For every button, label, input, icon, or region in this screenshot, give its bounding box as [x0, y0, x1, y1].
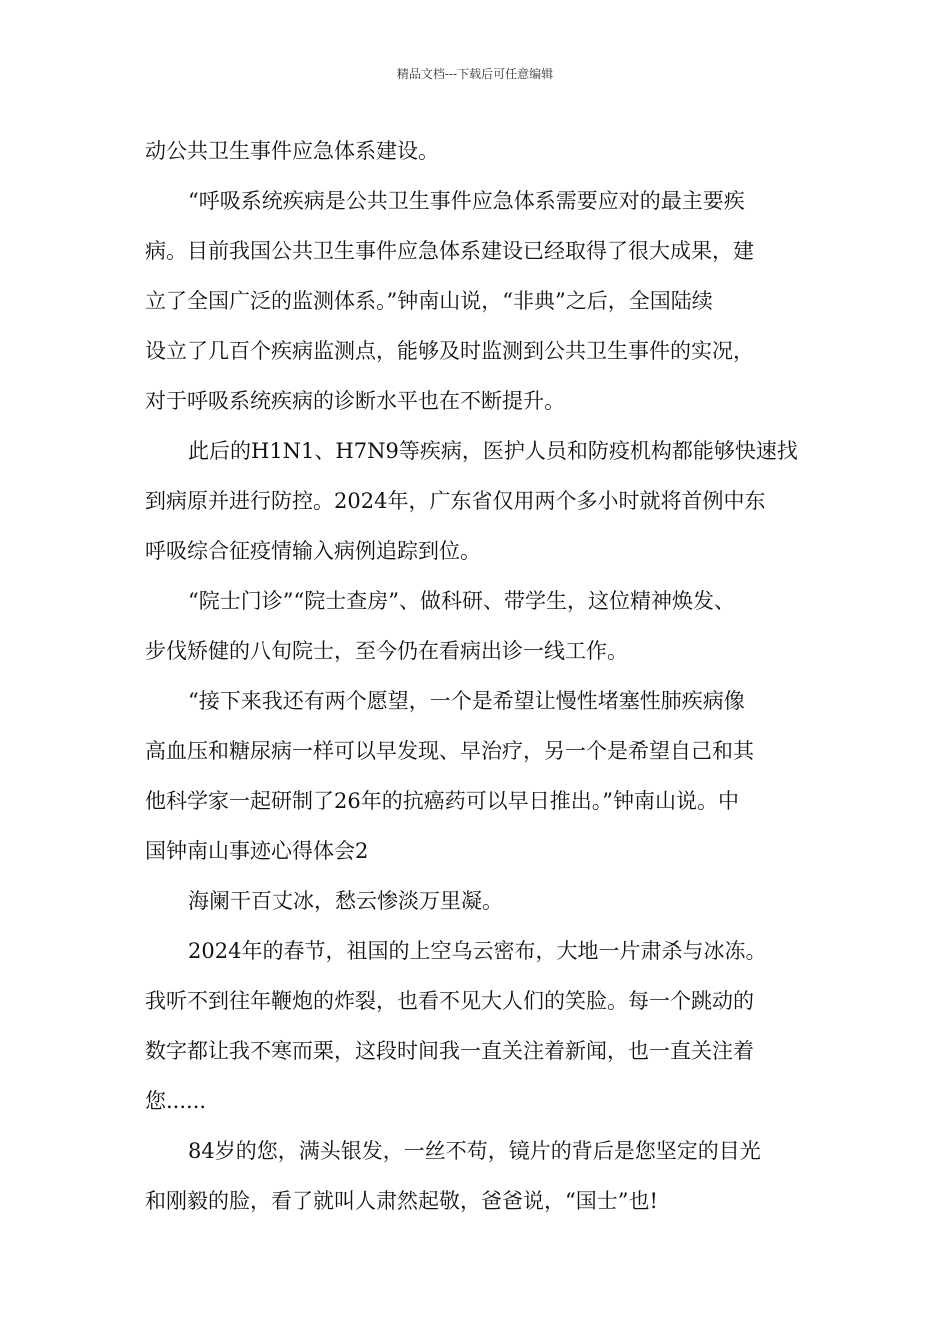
text-line: 设立了几百个疾病监测点，能够及时监测到公共卫生事件的实况，: [145, 339, 754, 363]
text-line: “呼吸系统疾病是公共卫生事件应急体系需要应对的最主要疾: [188, 189, 745, 213]
text-line: 对于呼吸系统疾病的诊断水平也在不断提升。: [145, 389, 565, 413]
text-line: 数字都让我不寒而栗，这段时间我一直关注着新闻，也一直关注着: [145, 1039, 754, 1063]
text-line: 步伐矫健的八旬院士，至今仍在看病出诊一线工作。: [145, 639, 628, 663]
text-line: 到病原并进行防控。2024年，广东省仅用两个多小时就将首例中东: [145, 489, 766, 513]
text-line: 病。目前我国公共卫生事件应急体系建设已经取得了很大成果，建: [145, 239, 754, 263]
text-line: 海阑干百丈冰，愁云惨淡万里凝。: [188, 889, 503, 913]
text-line: 和刚毅的脸，看了就叫人肃然起敬，爸爸说，“国士”也!: [145, 1189, 658, 1213]
text-line: 2024年的春节，祖国的上空乌云密布，大地一片肃杀与冰冻。: [188, 939, 767, 963]
text-line: “院士门诊”“院士查房”、做科研、带学生，这位精神焕发、: [188, 589, 735, 613]
text-line: 他科学家一起研制了26年的抗癌药可以早日推出。”钟南山说。中: [145, 789, 739, 813]
text-line: 国钟南山事迹心得体会2: [145, 839, 369, 863]
text-line: 我听不到往年鞭炮的炸裂，也看不见大人们的笑脸。每一个跳动的: [145, 989, 754, 1013]
text-line: 呼吸综合征疫情输入病例追踪到位。: [145, 539, 481, 563]
text-line: “接下来我还有两个愿望，一个是希望让慢性堵塞性肺疾病像: [188, 689, 745, 713]
text-line: 立了全国广泛的监测体系。”钟南山说，“非典”之后，全国陆续: [145, 289, 713, 313]
document-body: [145, 126, 813, 1226]
text-line: 高血压和糖尿病一样可以早发现、早治疗，另一个是希望自己和其: [145, 739, 754, 763]
text-line: 您......: [145, 1089, 207, 1113]
text-line: 84岁的您，满头银发，一丝不苟，镜片的背后是您坚定的目光: [188, 1139, 761, 1163]
page-header: 精品文档---下载后可任意编辑: [396, 67, 554, 81]
text-line: 此后的H1N1、H7N9等疾病，医护人员和防疫机构都能够快速找: [188, 439, 798, 463]
text-line: 动公共卫生事件应急体系建设。: [145, 139, 439, 163]
